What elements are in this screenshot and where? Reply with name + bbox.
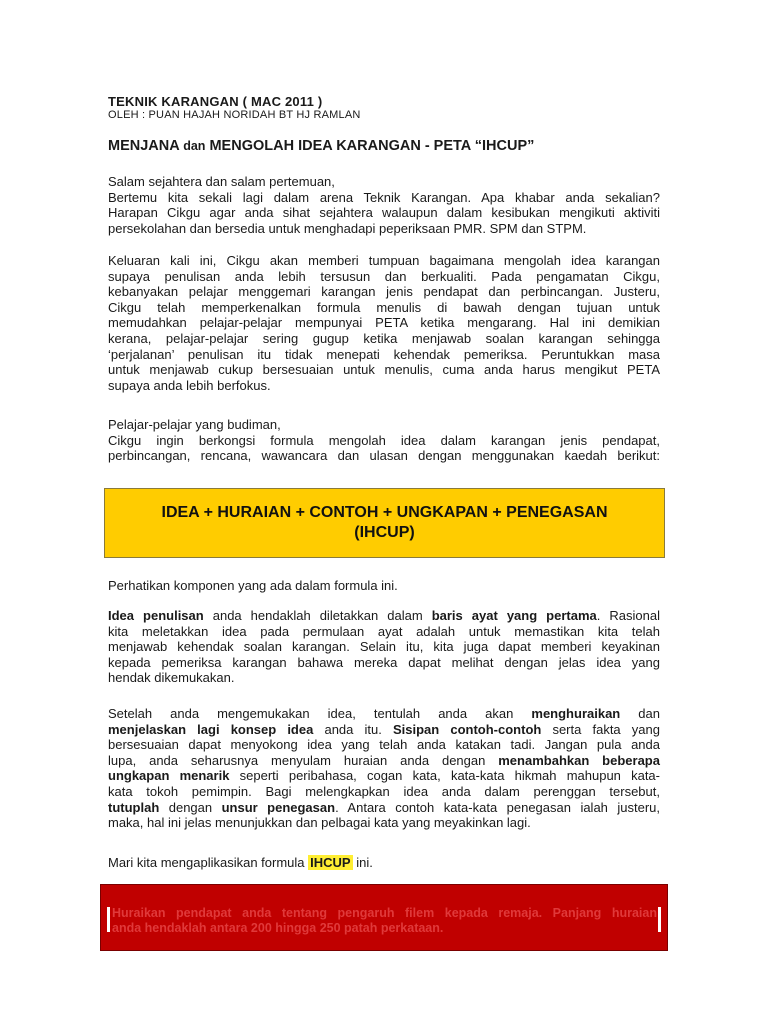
setelah-line: bersesuaian dapat menyokong idea yang telah anda katakan tadi. Jangan pula anda — [108, 737, 660, 753]
students-line: Cikgu ingin berkongsi formula mengolah idea dalam karangan jenis pendapat, — [108, 432, 660, 448]
bold-term: Sisipan contoh-contoh — [392, 721, 542, 737]
output-line: kerana, pelajar-pelajar sering gugup ketika menjawab soalan karangan sehingga — [108, 330, 660, 346]
apply-text: ini. — [352, 855, 373, 870]
setelah-text: serta fakta yang — [541, 721, 660, 737]
idea-line: hendak dikemukakan. — [108, 670, 235, 686]
heading-part-a: MENJANA — [108, 138, 184, 154]
heading-part-b: MENGOLAH IDEA KARANGAN - PETA “IHCUP” — [205, 138, 535, 154]
output-line: Keluaran kali ini, Cikgu akan memberi tumpuan bagaimana mengolah idea karangan — [108, 253, 660, 268]
students-paragraph — [108, 417, 660, 464]
output-line: kebanyakan pelajar menggemari karangan jenis pendapat dan perbincangan. Justeru, — [108, 284, 660, 300]
bold-term: menghuraikan — [531, 706, 621, 721]
setelah-line — [108, 800, 660, 816]
idea-text: anda hendaklah diletakkan dalam — [203, 608, 432, 623]
bold-term: menjelaskan lagi konsep idea — [108, 721, 314, 737]
greeting-line: Harapan Cikgu agar anda sihat sejahtera walaupun dalam kesibukan mengikuti aktiviti — [108, 205, 660, 221]
idea-text: . Rasional — [596, 608, 660, 623]
students-line: perbincangan, rencana, wawancara dan ulasan dengan menggunakan kaedah berikut: — [108, 448, 660, 464]
bold-term: menambahkan beberapa — [498, 752, 660, 768]
setelah-text: lupa, anda seharusnya menyulam huraian anda dengan — [108, 752, 499, 768]
greeting-line: Salam sejahtera dan salam pertemuan, — [108, 174, 335, 189]
question-line: anda hendaklah antara 200 hingga 250 patah perkataan. — [112, 921, 444, 935]
formula-box — [104, 488, 665, 558]
bold-term: Idea penulisan — [108, 608, 204, 623]
question-bar-right — [658, 907, 661, 932]
question-text — [112, 906, 657, 936]
formula-line: IDEA + HURAIAN + CONTOH + UNGKAPAN + PENEGASAN — [161, 504, 608, 521]
setelah-line — [108, 753, 660, 769]
students-line: Pelajar-pelajar yang budiman, — [108, 417, 281, 432]
apply-line — [108, 855, 660, 871]
greeting-line: persekolahan dan bersedia untuk menghadapi peperiksaan PMR. SPM dan STPM. — [108, 220, 587, 236]
bold-term: unsur penegasan — [221, 799, 336, 815]
output-line: supaya anda lebih berfokus. — [108, 377, 271, 393]
output-line: ‘perjalanan’ penulisan itu tidak menepati kehendak pemeriksa. Peruntukkan masa — [108, 346, 660, 362]
notice-text: Perhatikan komponen yang ada dalam formula ini. — [108, 578, 398, 593]
ihcup-highlight: IHCUP — [310, 855, 351, 870]
section-heading — [108, 138, 534, 154]
output-line: supaya penulisan anda lebih tersusun dan berkualiti. Pada pengamatan Cikgu, — [108, 268, 660, 284]
document-title: TEKNIK KARANGAN ( MAC 2011 ) — [108, 94, 323, 109]
idea-line: kepada pemeriksa karangan bahawa mereka dapat melihat dengan jelas idea yang — [108, 654, 660, 670]
setelah-text: Setelah anda mengemukakan idea, tentulah anda akan — [108, 706, 532, 721]
setelah-paragraph — [108, 706, 660, 831]
output-line: Cikgu telah memperkenalkan formula menulis di bawah dengan tujuan untuk — [108, 299, 660, 315]
formula-abbrev: (IHCUP) — [354, 524, 415, 541]
setelah-text: dengan — [159, 799, 222, 815]
author-line: OLEH : PUAN HAJAH NORIDAH BT HJ RAMLAN — [108, 109, 361, 121]
setelah-text: anda itu. — [313, 721, 393, 737]
question-bar-left — [107, 907, 110, 932]
bold-term: tutuplah — [108, 799, 160, 815]
bold-term: baris ayat yang pertama — [431, 608, 597, 623]
heading-dan: dan — [183, 139, 206, 153]
idea-line: kita meletakkan idea pada permulaan ayat adalah untuk memastikan kita telah — [108, 623, 660, 639]
question-box — [100, 884, 668, 951]
output-paragraph — [108, 253, 660, 393]
setelah-line — [108, 706, 660, 722]
setelah-line: maka, hal ini jelas menunjukkan dan pelbagai kata yang meyakinkan lagi. — [108, 815, 531, 831]
question-line: Huraikan pendapat anda tentang pengaruh filem kepada remaja. Panjang huraian — [112, 906, 657, 920]
output-line: untuk menjawab cukup bersesuaian untuk menulis, cuma anda harus mengikut PETA — [108, 362, 660, 378]
idea-line — [108, 608, 660, 624]
bold-term: ungkapan menarik — [108, 768, 230, 784]
setelah-line — [108, 768, 660, 784]
greeting-line: Bertemu kita sekali lagi dalam arena Teknik Karangan. Apa khabar anda sekalian? — [108, 189, 660, 205]
setelah-line — [108, 722, 660, 738]
setelah-line: kata tokoh pemimpin. Bagi melengkapkan idea anda dalam perenggan tersebut, — [108, 783, 660, 799]
apply-text: Mari kita mengaplikasikan formula — [108, 855, 309, 870]
idea-paragraph — [108, 608, 660, 686]
setelah-text: . Antara contoh kata-kata penegasan ialah justeru, — [335, 799, 661, 815]
setelah-text: seperti peribahasa, cogan kata, kata-kata hikmah mahupun kata- — [229, 768, 660, 784]
setelah-text: dan — [620, 706, 660, 721]
greeting-paragraph — [108, 174, 660, 236]
idea-line: menjawab kehendak soalan karangan. Selain itu, kita juga dapat memberi keyakinan — [108, 639, 660, 655]
output-line: memudahkan pelajar-pelajar mempunyai PETA ketika mengarang. Hal ini demikian — [108, 315, 660, 331]
